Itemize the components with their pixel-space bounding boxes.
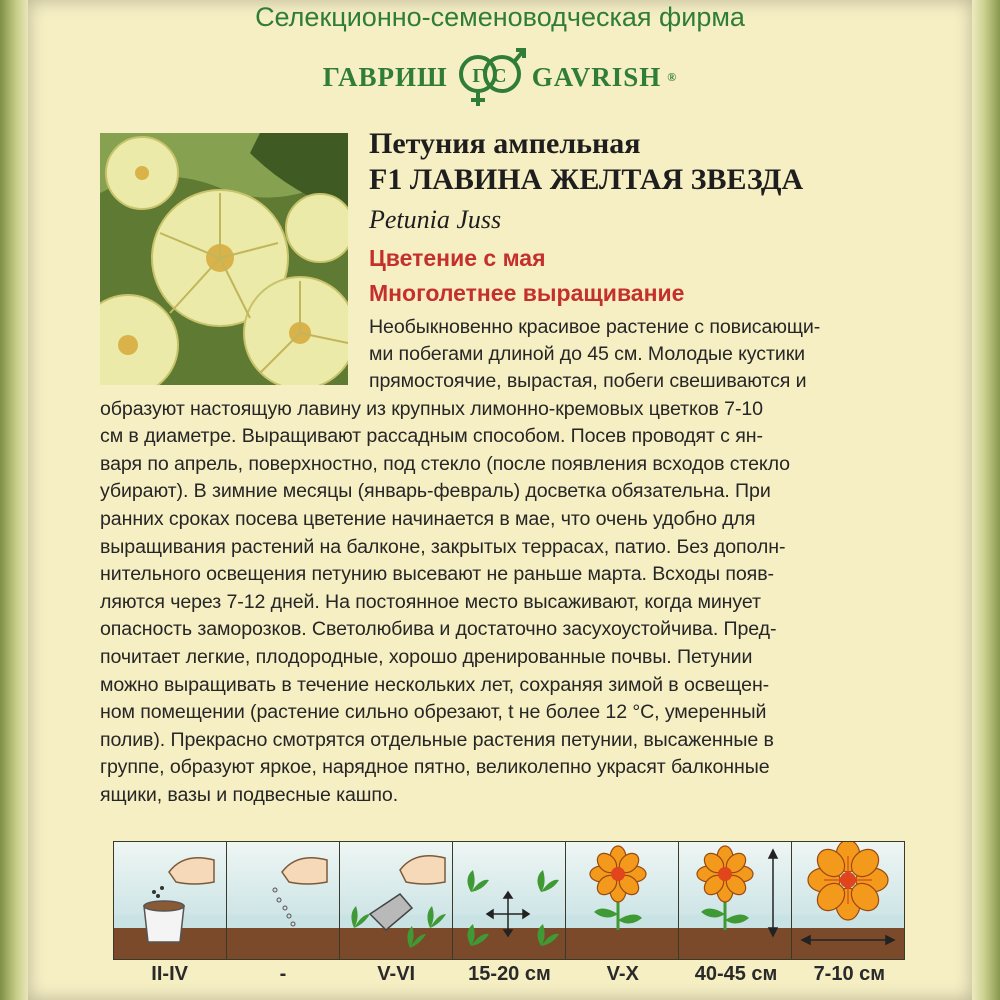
step-cell-transplant xyxy=(340,842,453,959)
description-line: можно выращивать в течение нескольких лет, сохраняя зимой в освещен- xyxy=(100,674,770,696)
bloom-period: Цветение с мая xyxy=(369,245,546,271)
packet-right-edge xyxy=(972,0,1000,1000)
step-label-flowering: V-X xyxy=(606,963,639,985)
step-label-height: 40-45 см xyxy=(694,963,778,985)
transplant-seedlings-icon xyxy=(340,842,452,959)
step-label-sowing-pot: II-IV xyxy=(151,963,188,985)
description-line: опасность заморозков. Светолюбива и достаточно засухоустойчива. Пред- xyxy=(100,618,777,640)
firm-subtitle: Селекционно-семеноводческая фирма xyxy=(255,2,745,32)
step-cell-sowing-ground xyxy=(227,842,340,959)
gavrish-logo-icon xyxy=(454,46,526,108)
product-type: Петуния ампельная xyxy=(369,127,641,160)
brand-name-en: GAVRISH xyxy=(531,61,662,92)
description-line: Необыкновенно красивое растение с повисающи- xyxy=(369,316,821,338)
sowing-in-ground-icon xyxy=(227,842,339,959)
petunia-photo xyxy=(100,133,348,385)
latin-name: Petunia Juss xyxy=(369,205,502,234)
brand-name-ru: ГАВРИШ xyxy=(322,61,448,92)
step-cell-spacing xyxy=(453,842,566,959)
description-line: полив). Прекрасно смотрятся отдельные растения петунии, высаженные в xyxy=(100,729,774,751)
description-line: варя по апрель, поверхностно, под стекло (после появления всходов стекло xyxy=(100,453,790,475)
growing-steps-strip xyxy=(113,841,905,960)
description-line: нительного освещения петунию высевают не раньше марта. Всходы появ- xyxy=(100,563,774,585)
step-label-diameter: 7-10 см xyxy=(813,963,886,985)
sowing-in-pot-icon xyxy=(114,842,226,959)
description-line: убирают). В зимние месяцы (январь-февраль) досветка обязательна. При xyxy=(100,480,771,502)
flowering-period-icon xyxy=(566,842,678,959)
step-cell-diameter xyxy=(792,842,904,959)
petunia-flowers-image xyxy=(100,133,348,385)
step-cell-flowering xyxy=(566,842,679,959)
description-line: группе, образуют яркое, нарядное пятно, великолепно украсят балконные xyxy=(100,756,770,778)
flower-diameter-icon xyxy=(792,842,904,959)
step-label-sowing-ground: - xyxy=(279,963,287,985)
registered-mark: ® xyxy=(667,69,678,84)
step-cell-height xyxy=(679,842,792,959)
description-line: ляются через 7-12 дней. На постоянное место высаживают, когда минует xyxy=(100,591,761,613)
growing-steps-labels xyxy=(113,963,906,986)
description-line: см в диаметре. Выращивают рассадным способом. Посев проводят с ян- xyxy=(100,425,763,447)
step-cell-sowing-pot xyxy=(114,842,227,959)
cultivation-type: Многолетнее выращивание xyxy=(369,280,685,306)
description-line: ном помещении (растение сильно обрезают, t не более 12 °С, умеренный xyxy=(100,701,767,723)
description-line: ящики, вазы и подвесные кашпо. xyxy=(100,784,399,806)
description-line: почитает легкие, плодородные, хорошо дренированные почвы. Петунии xyxy=(100,646,753,668)
step-label-transplant: V-VI xyxy=(377,963,416,985)
logo-letters: Г С xyxy=(472,65,508,87)
plant-height-icon xyxy=(679,842,791,959)
plant-spacing-icon xyxy=(453,842,565,959)
product-title: F1 ЛАВИНА ЖЕЛТАЯ ЗВЕЗДА xyxy=(369,163,804,196)
description-line: ми побегами длиной до 45 см. Молодые кустики xyxy=(369,343,806,365)
brand-line xyxy=(0,46,1000,108)
description-line: образуют настоящую лавину из крупных лимонно-кремовых цветков 7-10 xyxy=(100,398,763,420)
packet-left-edge xyxy=(0,0,28,1000)
description-line: ранних сроках посева цветение начинается в мае, что очень удобно для xyxy=(100,508,756,530)
description-line: прямостоячие, вырастая, побеги свешиваются и xyxy=(369,370,807,392)
step-label-spacing: 15-20 см xyxy=(468,963,551,985)
description-line: выращивания растений на балконе, закрытых террасах, патио. Без дополн- xyxy=(100,536,786,558)
